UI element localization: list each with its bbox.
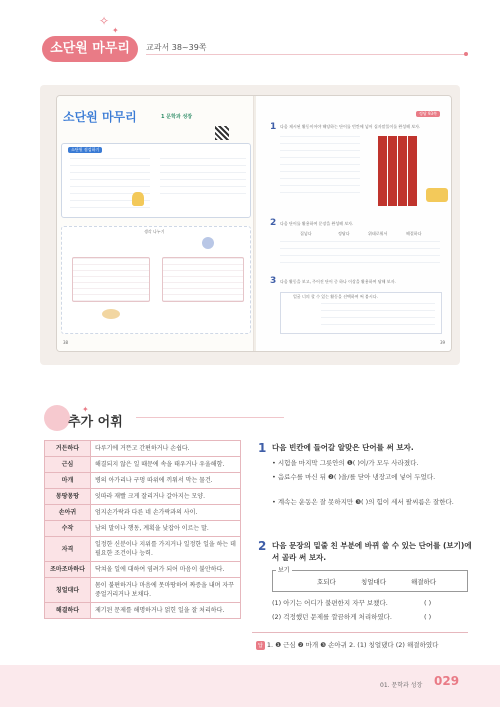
answer-key: [256, 640, 438, 650]
vocab-word: 근심: [45, 457, 91, 473]
sparkle-icon: ✧: [99, 14, 110, 28]
check-box-title: 소단원 점검하기: [68, 147, 102, 153]
discussion-title: 생각 나누기: [144, 229, 165, 234]
book-q2-word: 정답다: [338, 231, 350, 236]
heading-rule: [136, 417, 284, 418]
rule-dot: [464, 52, 468, 56]
vocab-definition: 해결되지 않은 일 때문에 속을 태우거나 우울해함.: [91, 457, 241, 473]
heading-circle: [44, 405, 70, 431]
answer-text: 1. ❶ 근심 ❷ 마개 ❸ 손아귀 2. (1) 칭얼댔다 (2) 해결하였다: [266, 641, 439, 649]
left-page-title: 소단원 마무리: [63, 110, 137, 124]
vocab-word: 마개: [45, 473, 91, 489]
vocab-word: 해결하다: [45, 603, 91, 619]
opinion-card-left: [72, 257, 150, 302]
table-row: [45, 457, 241, 473]
right-page-number: 39: [440, 340, 446, 345]
left-page: [57, 96, 254, 352]
table-row: [45, 578, 241, 603]
crossword-grid: [368, 136, 426, 206]
page-number: 029: [434, 674, 460, 688]
opinion-card-right: [162, 257, 244, 302]
q2-answer-lines: [280, 241, 440, 267]
question-2-item: (1) 아기는 어디가 불편한지 자꾸 보챘다.: [272, 599, 388, 607]
answer-blank: ( ): [424, 599, 432, 607]
answer-rule: [252, 632, 468, 633]
vocab-definition: 남의 말이나 행동, 계획을 낮잡아 이르는 말.: [91, 521, 241, 537]
sparkle-icon: ✦: [112, 26, 119, 35]
table-row: [45, 537, 241, 562]
example-option: 칭얼대다: [361, 578, 387, 586]
table-row: [45, 473, 241, 489]
book-q1-text: 다음 제시된 활동이어야 해당하는 단어를 빈칸에 넣어 십자말풀이를 완성해 보자.: [280, 124, 421, 129]
book-q3-text: 다음 활동을 보고, 주어진 단어 중 하나 이상을 활용하여 답해 보자.: [280, 279, 396, 284]
question-1-number: 1: [258, 441, 267, 455]
left-page-badge: 1 문학과 성장: [161, 114, 193, 120]
book-q2-text: 다음 단어를 활용하여 문장을 완성해 보자.: [280, 221, 354, 226]
question-1-bullet: • 계속는 운동은 잘 못하지만 ❸( )의 힘이 세서 팔씨름은 잘한다.: [272, 498, 454, 506]
character-illustration: [202, 237, 214, 249]
table-row: [45, 603, 241, 619]
textbook-spread-image: [56, 95, 452, 352]
vocab-definition: 일정한 신분이나 지위를 가지거나 일정한 일을 하는 데 필요한 조건이나 능력.: [91, 537, 241, 562]
text-lines: [160, 158, 246, 198]
example-box: [272, 567, 468, 592]
book-q2-word: 위태로워서: [368, 231, 388, 236]
example-option: 해결하다: [411, 578, 437, 586]
crossword-clues: [280, 136, 360, 196]
example-box-label: 보기: [278, 567, 290, 574]
example-option: 호되다: [317, 578, 336, 586]
table-row: [45, 441, 241, 457]
vocab-definition: 병의 아가리나 구멍 따위에 끼워서 막는 물건.: [91, 473, 241, 489]
extra-vocab-title: 추가 어휘: [68, 415, 123, 430]
bus-illustration: [426, 188, 448, 202]
vocab-word: 거든하다: [45, 441, 91, 457]
book-q2-word: 해결하다: [406, 231, 422, 236]
vocab-definition: 엄지손가락과 다른 네 손가락과의 사이.: [91, 505, 241, 521]
right-page-badge: 정답 93쪽: [416, 111, 440, 117]
q3-lines: [321, 303, 435, 329]
vocab-table: [44, 440, 241, 619]
vocab-definition: 몸이 불편하거나 마음에 못마땅하여 짜증을 내며 자꾸 중얼거리거나 보채다.: [91, 578, 241, 603]
vocab-word: 자격: [45, 537, 91, 562]
plant-illustration: [132, 192, 144, 206]
q3-activity-box: [280, 292, 442, 334]
q3-box-text: 얼굴 너의 할 수 있는 활동을 선택하여 써 봅시다.: [293, 294, 378, 299]
section-title-pill: 소단원 마무리: [42, 36, 138, 62]
qr-code-icon: [215, 126, 229, 140]
vocab-definition: 제기된 문제를 해명하거나 얽힌 일을 잘 처리하다.: [91, 603, 241, 619]
book-q3-num: 3: [270, 276, 277, 286]
vocab-word: 조마조마하다: [45, 562, 91, 578]
footer-label: 01. 문학과 성장: [380, 682, 423, 689]
table-row: [45, 489, 241, 505]
right-page: [256, 96, 452, 352]
book-q1-num: 1: [270, 122, 277, 132]
vocab-definition: 잇따라 재빨 크게 잘리거나 갈아지는 모양.: [91, 489, 241, 505]
animal-illustration: [102, 309, 120, 319]
question-1-bullet: • 음료수를 마신 뒤 ❷( )을/를 닫아 냉장고에 넣어 두었다.: [272, 473, 436, 481]
question-2-item: (2) 걱정했던 문제를 깔끔하게 처리하였다.: [272, 613, 393, 621]
vocab-word: 손아귀: [45, 505, 91, 521]
book-q2-num: 2: [270, 218, 277, 228]
book-q2-word: 집넣다: [300, 231, 312, 236]
question-2-number: 2: [258, 539, 267, 553]
question-2-text: 다음 문장의 밑줄 친 부분에 바뀌 쓸 수 있는 단어를 (보기)에서 골라 써 보자.: [272, 541, 472, 562]
discussion-panel: [61, 226, 251, 334]
footer-band: [0, 665, 500, 707]
header-rule: [146, 54, 466, 55]
vocab-word: 몽땅몽땅: [45, 489, 91, 505]
question-1-text: 다음 빈칸에 들어갈 알맞은 단어를 써 보자.: [272, 443, 414, 452]
table-row: [45, 505, 241, 521]
vocab-word: 칭얼대다: [45, 578, 91, 603]
table-row: [45, 521, 241, 537]
textbook-reference: 교과서 38~39쪽: [146, 43, 207, 52]
vocab-definition: 닥쳐올 일에 대하여 염려가 되어 마음이 불안하다.: [91, 562, 241, 578]
answer-chip: 답: [258, 643, 263, 649]
answer-blank: ( ): [424, 613, 432, 621]
left-page-number: 38: [63, 340, 69, 345]
vocab-definition: 다루기에 거뜬고 간편하거나 손쉽다.: [91, 441, 241, 457]
vocab-word: 수작: [45, 521, 91, 537]
table-row: [45, 562, 241, 578]
sparkle-icon: ✦: [82, 405, 89, 414]
question-1-bullet: • 시험을 마지막 그릇안의 ❶( )이/가 모두 사라졌다.: [272, 459, 419, 467]
check-box-panel: [61, 143, 251, 218]
